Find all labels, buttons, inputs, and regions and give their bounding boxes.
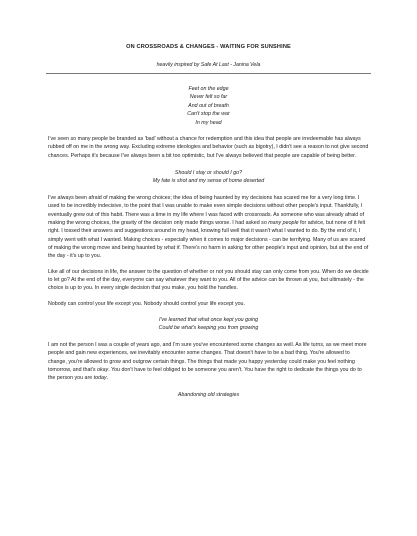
title-divider bbox=[46, 73, 371, 74]
lyric-line: Should I stay or should I go? bbox=[174, 170, 243, 177]
lyric-line: In my head bbox=[195, 119, 222, 126]
paragraph-2: I've always been afraid of making the wrong choices; the idea of being haunted by my decisions has scared me for a very long time. I used to be incredibly indecisive, to the point that I was unable to make even simple decisions without other people's input. Thankfully, I eventually grew out of this habit. There was a time in my life where I was faced with crossroads. As someone who was already afraid of making the wrong choices, the gravity of the decision only made things worse. I had asked so many people for advice, but none of it felt right. I tossed their answers and suggestions around in my head, knowing full well that it wasn't what I wanted to do. By the end of it, I simply went with what I wanted. Making choices - especially when it comes to major decisions - can be terrifying. Many of us are scared of making the wrong move and being haunted by what if. There's no harm in asking for other people's input and opinion, but at the end of the day - it's up to you. bbox=[48, 194, 369, 260]
paragraph-1: I've seen so many people be branded as 'bad' without a chance for redemption and this idea that people are irredeemable has always rubbed off on me in the wrong way. Excluding extreme ideologies and behavior (such as bigotry), I didn't see a reason to not give second chances. Perhaps it's because I've always been a bit too optimistic, but I've always believed that people are capable of being better. bbox=[48, 136, 369, 159]
lyrics-block-1 bbox=[48, 85, 369, 127]
lyrics-block-2 bbox=[48, 169, 369, 186]
lyric-line: Could be what's keeping you from growing bbox=[158, 325, 259, 332]
lyric-line: Can't stop the war bbox=[187, 111, 230, 118]
lyric-line: Never felt so far bbox=[189, 94, 228, 101]
paragraph-3: Like all of our decisions in life, the answer to the question of whether or not you should stay can only come from you. When do we decide to let go? At the end of the day, everyone can say whatever they want to you. All of the advice can be thrown at you, but ultimately - the choice is up to you. In every single decision that you make, you hold the handles. bbox=[48, 268, 369, 292]
lyrics-block-4 bbox=[48, 391, 369, 399]
lyric-line: Abandoning old strategies bbox=[177, 391, 240, 398]
paragraph-5: I am not the person I was a couple of years ago, and I'm sure you've encountered some changes as well. As life turns, as we meet more people and gain new experiences, we inevitably encounter some changes. That doesn't have to be a bad thing. You're allowed to change, you're allowed to grow and outgrow certain things. The things that made you happy yesterday could make you feel nothing tomorrow, and that's okay. You don't have to feel obliged to be someone you aren't. You have the right to dedicate the things you do to the person you are today. bbox=[48, 341, 367, 382]
lyric-line: Feet on the edge bbox=[188, 86, 229, 92]
document-subtitle: heavily inspired by Safe At Last - Janina Vela bbox=[156, 62, 261, 68]
paragraph-4: Nobody can control your life except you. Nobody should control your life except you. bbox=[48, 300, 245, 307]
lyric-line: And out of breath bbox=[188, 102, 229, 109]
lyric-line: My fate is shot and my sense of home deserted bbox=[152, 178, 265, 185]
document-title: ON CROSSROADS & CHANGES - WAITING FOR SUNSHINE bbox=[126, 44, 291, 50]
lyric-line: I've learned that what once kept you going bbox=[158, 317, 259, 323]
lyrics-block-3 bbox=[48, 316, 369, 333]
